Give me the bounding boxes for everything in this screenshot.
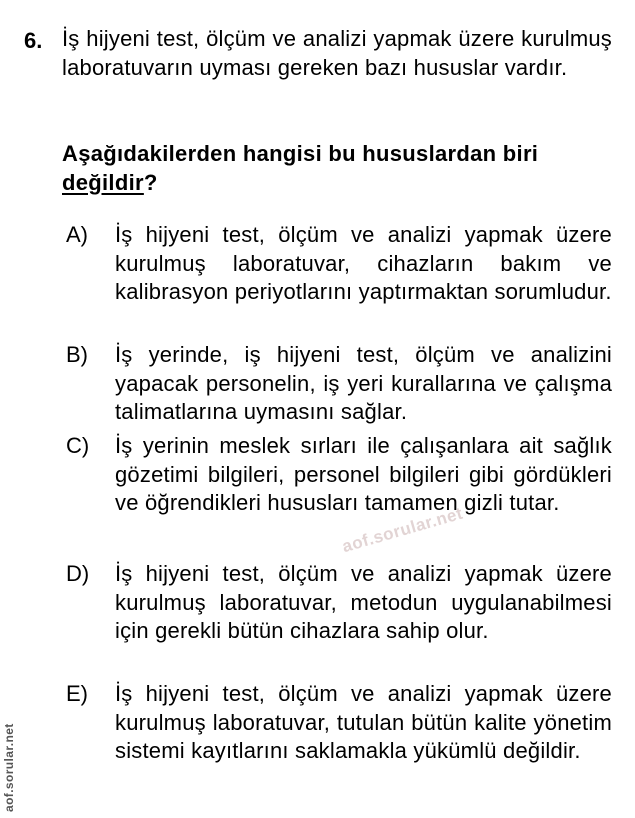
prompt-negation: değildir — [62, 169, 144, 195]
option-letter: D) — [66, 561, 90, 586]
prompt-text: Aşağıdakilerden hangisi bu hususlardan biri — [62, 141, 539, 166]
option-text: İş yerinin meslek sırları ile çalışanlara ait sağlık gözetimi bilgileri, personel bilgileri gibi gördükleri ve öğrendikleri hususları tamamen gizli tutar. — [115, 433, 612, 515]
watermark-side: aof.sorular.net — [2, 723, 16, 812]
option-text: İş yerinde, iş hijyeni test, ölçüm ve analizini yapacak personelin, iş yeri kurallarına ve çalışma talimatlarına uymasını sağlar. — [115, 342, 612, 424]
option-letter: B) — [66, 342, 88, 367]
option-text: İş hijyeni test, ölçüm ve analizi yapmak üzere kurulmuş laboratuvar, cihazların bakım ve kalibrasyon periyotlarını yaptırmaktan sorumludur. — [115, 222, 612, 304]
watermark-center: aof.sorular.net — [340, 503, 466, 557]
option-text: İş hijyeni test, ölçüm ve analizi yapmak üzere kurulmuş laboratuvar, metodun uygulanabilmesi için gerekli bütün cihazlara sahip olur. — [115, 561, 612, 643]
option-letter: C) — [66, 433, 90, 458]
option-letter: E) — [66, 681, 88, 706]
option-letter: A) — [66, 222, 88, 247]
option-text: İş hijyeni test, ölçüm ve analizi yapmak üzere kurulmuş laboratuvar, tutulan bütün kalite yönetim sistemi kayıtlarını saklamakla yükümlü değildir. — [115, 681, 612, 763]
question-stem: İş hijyeni test, ölçüm ve analizi yapmak üzere kurulmuş laboratuvarın uyması gereken bazı hususlar vardır. — [62, 26, 612, 80]
prompt-question-mark: ? — [143, 169, 158, 195]
question-number: 6. — [24, 28, 43, 53]
question-prompt — [62, 140, 612, 197]
